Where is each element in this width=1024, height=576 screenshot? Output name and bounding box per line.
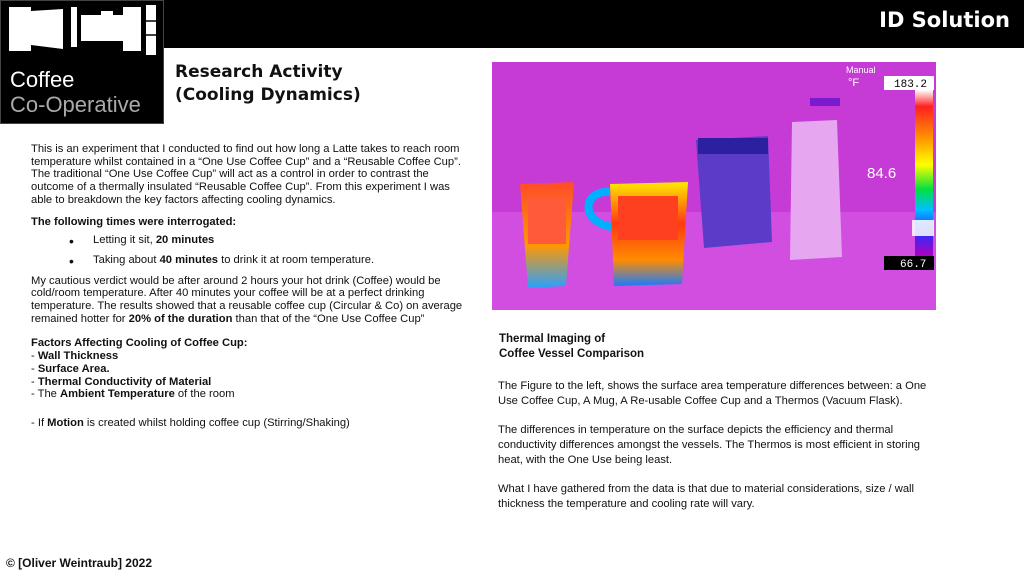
right-paragraph-1: The Figure to the left, shows the surface area temperature differences between: a One Use Coffee Cup, A Mug, A Re-usable Coffee Cup and a Thermos (Vacuum Flask).: [498, 380, 927, 407]
logo: [0, 0, 164, 124]
thermos-lid: [810, 98, 840, 106]
page-title: [175, 61, 361, 107]
logo-text-coffee: Coffee: [10, 67, 75, 92]
coffee-machine-logo-icon: [1, 1, 165, 63]
figure-caption: [499, 332, 644, 362]
right-paragraph-3: What I have gathered from the data is that due to material considerations, size / wall thickness the temperature and cooling rate will vary.: [498, 483, 915, 510]
brand-title: ID Solution: [879, 8, 1010, 32]
factor-item: - Surface Area.: [31, 362, 110, 375]
list-item: • Taking about 40 minutes to drink it at room temperature.: [31, 254, 463, 267]
verdict-paragraph: My cautious verdict would be after around 2 hours your hot drink (Coffee) would be cold/room temperature. After 40 minutes your coffee will be at a perfect drinking temperature. The results showed that a reusable coffee cup (Circular & Co) on average remained hotter for 20% of the duration than that of the “One Use Coffee Cup”: [31, 274, 463, 325]
factor-item: - The Ambient Temperature of the room: [31, 388, 235, 401]
title-line-1: Research Activity: [175, 62, 343, 82]
thermal-mode: Manual: [846, 65, 876, 75]
title-line-2: (Cooling Dynamics): [175, 85, 361, 105]
left-column: [31, 143, 463, 430]
right-column: [498, 379, 928, 526]
copyright: © [Oliver Weintraub] 2022: [6, 556, 152, 570]
thermal-unit: °F: [848, 77, 860, 89]
factor-item: - Wall Thickness: [31, 350, 119, 363]
scale-marker: [912, 220, 934, 236]
times-list: [31, 234, 463, 266]
list-item: • Letting it sit, 20 minutes: [31, 234, 463, 247]
caption-line-2: Coffee Vessel Comparison: [499, 348, 645, 360]
factor-item: - Thermal Conductivity of Material: [31, 375, 212, 388]
thermos-shape: [790, 120, 842, 260]
thermal-min: 66.7: [900, 259, 927, 271]
factors-heading: Factors Affecting Cooling of Coffee Cup:: [31, 337, 248, 350]
factor-item: - If Motion is created whilst holding coffee cup (Stirring/Shaking): [31, 416, 350, 429]
mug-interior: [618, 196, 678, 240]
thermal-center: 84.6: [867, 165, 897, 182]
right-paragraph-2: The differences in temperature on the surface depicts the efficiency and thermal conductivity differences amongst the vessels. The Thermos is most efficient in storing heat, with the One Use being least.: [498, 424, 921, 466]
intro-paragraph: This is an experiment that I conducted to find out how long a Latte takes to reach room temperature whilst contained in a “One Use Coffee Cup” and a “Reusable Coffee Cup”. The traditional “One Use Coffee Cup” will act as a control in order to contrast the outcome of a thermally insulated “Reusable Coffee Cup”. From this experiment I was able to breakdown the key factors affecting cooling dynamics.: [31, 143, 461, 206]
thermal-image: [492, 62, 936, 310]
reusable-cup-top: [698, 138, 768, 154]
thermal-max: 183.2: [894, 79, 928, 91]
caption-line-1: Thermal Imaging of: [499, 333, 606, 345]
logo-text-cooperative: Co-Operative: [10, 92, 141, 117]
one-use-cup-interior: [528, 198, 566, 244]
times-heading: The following times were interrogated:: [31, 215, 237, 228]
